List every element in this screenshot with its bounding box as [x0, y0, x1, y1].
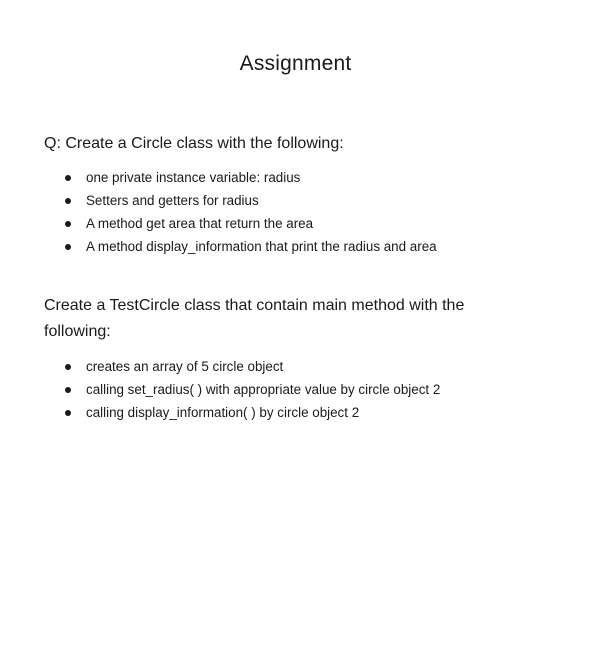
list-item-text: creates an array of 5 circle object — [86, 359, 284, 374]
list-item — [62, 235, 437, 258]
test-bullet-list — [62, 355, 440, 424]
list-item-text: calling display_information( ) by circle object 2 — [86, 405, 360, 420]
list-item-text: one private instance variable: radius — [86, 170, 301, 185]
page-title: Assignment — [239, 52, 352, 75]
list-item — [62, 355, 440, 378]
list-item — [62, 166, 437, 189]
list-item — [62, 212, 437, 235]
bullet-icon — [65, 410, 71, 416]
bullet-icon — [65, 175, 71, 181]
list-item — [62, 401, 440, 424]
question-bullet-list — [62, 166, 437, 258]
list-item — [62, 378, 440, 401]
question-heading: Q: Create a Circle class with the following: — [44, 135, 344, 152]
list-item-text: A method get area that return the area — [86, 216, 314, 231]
list-item-text: Setters and getters for radius — [86, 193, 259, 208]
bullet-icon — [65, 198, 71, 204]
bullet-icon — [65, 387, 71, 393]
test-class-heading: Create a TestCircle class that contain main method with the following: — [44, 297, 465, 340]
list-item-text: calling set_radius( ) with appropriate value by circle object 2 — [86, 382, 441, 397]
bullet-icon — [65, 244, 71, 250]
bullet-icon — [65, 364, 71, 370]
bullet-icon — [65, 221, 71, 227]
list-item-text: A method display_information that print the radius and area — [86, 239, 437, 254]
list-item — [62, 189, 437, 212]
